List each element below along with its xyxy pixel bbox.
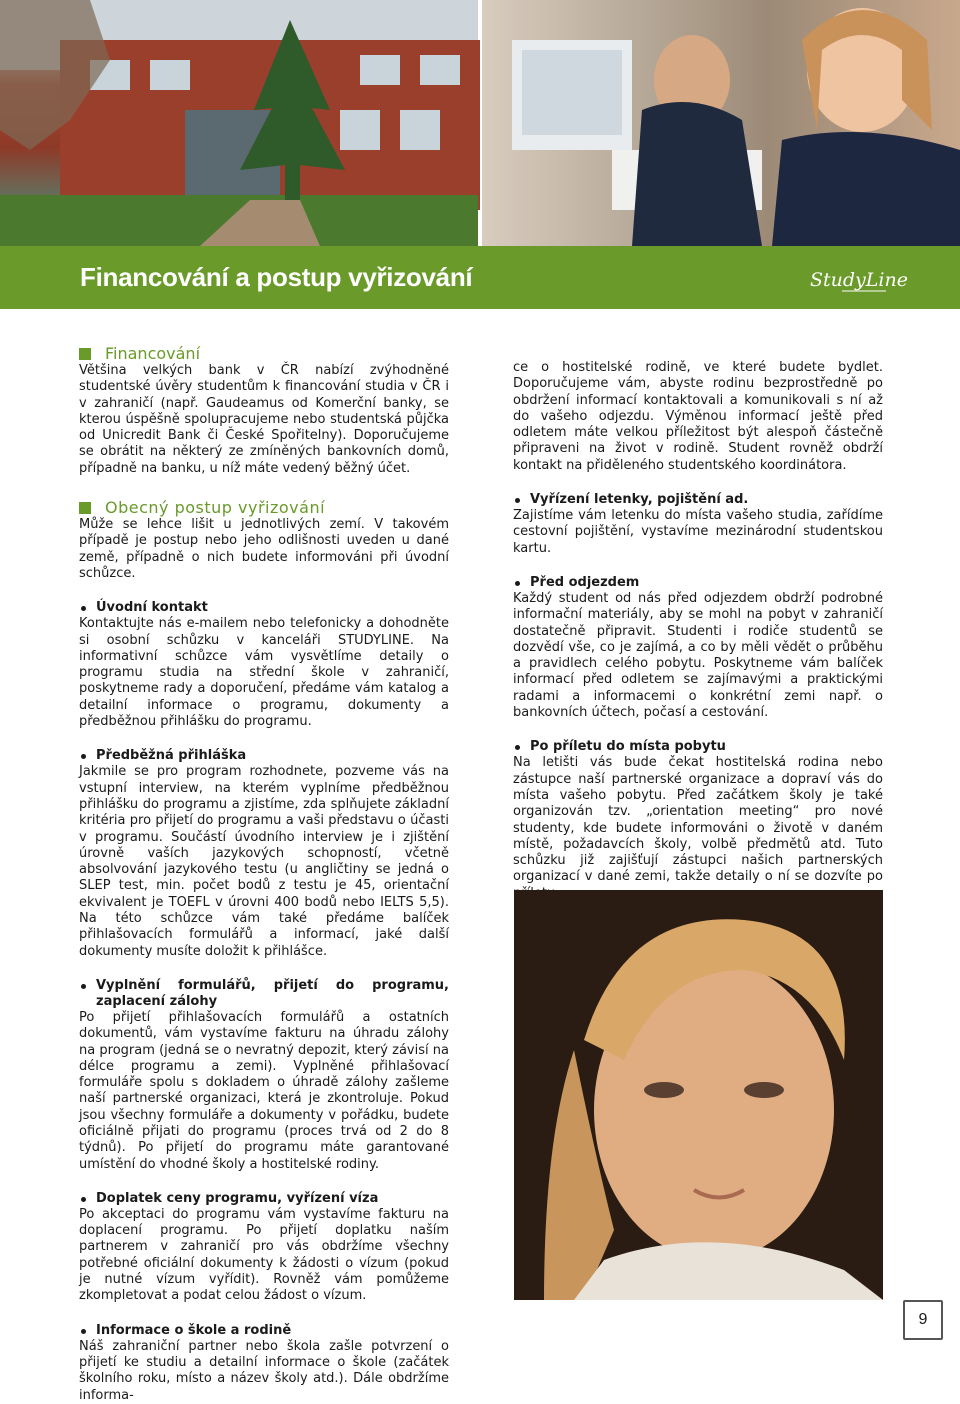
postup-text: Může se lehce lišit u jednotlivých zemí. V takovém případě je postup nebo jeho odlišnosti uveden u dané země, případně o nich budete informováni při úvodní schůzce. (79, 517, 449, 581)
bullet-dot-icon (81, 606, 86, 611)
step-text: Na letišti vás bude čekat hostitelská rodina nebo zástupce naší partnerské organizace a dopraví vás do místa vašeho pobytu. Před začátkem školy je také organizován tzv. „orientation meeting“ pro nové studenty, kde budete informováni o životě v daném místě, požadavcích školy, volbě předmětů atd. Tuto schůzku již zajišťují zástupci našich partnerských organizací v dané zemi, takže detaily o ní se dozvíte po (513, 755, 883, 885)
step-heading: Předběžná přihláška (79, 748, 449, 764)
step-heading: Doplatek ceny programu, vyřízení víza (79, 1191, 449, 1207)
bullet-dot-icon (81, 984, 86, 989)
section-heading-postup: Obecný postup vyřizování (79, 499, 449, 517)
studyline-logo (808, 262, 908, 296)
bullet-dot-icon (81, 1197, 86, 1202)
square-bullet-icon (79, 502, 91, 514)
page-number: 9 (903, 1300, 943, 1340)
step-heading: Před odjezdem (513, 575, 883, 591)
step-text: Jakmile se pro program rozhodnete, pozveme vás na vstupní interview, na kterém vyplníme předběžnou přihlášku do programu a zjistíme, zda splňujete základní kritéria pro přijetí do programu a vaši představu o účasti v programu. Součástí úvodního interview je i zjištění úrovně vaších jazykových schopností, včetně absolvování jazykového testu (u angličtiny se jedná o SLEP test, min. počet bodů z testu je 45, orientační ekvivalent je TOEFL v úrovni 400 bodů nebo IELTS 5,5). Na této schůzce vám také předáme balíček přihlašovacích formulářů a informací, jaké další dokumenty musíte doložit k přihlášce. (79, 764, 449, 959)
bullet-dot-icon (515, 498, 520, 503)
step-text: Po akceptaci do programu vám vystavíme fakturu na doplacení programu. Po přijetí doplatku naším partnerem v zahraničí pro vás obdržíme všechny potřebné oficiální dokumenty k žádosti o vízum (pokud je nutné vízum vyřídit). Rovněž vám pomůžeme zkompletovat a podat celou žádost o vízum. (79, 1206, 449, 1304)
step-text: Každý student od nás před odjezdem obdrží podrobné informační materiály, aby se mohl na pobyt v zahraničí dostatečně připravit. Studenti i rodiče studentů se dozvědí vše, co je zajímá, a co by měli vědět o průběhu a pravidlech celého pobytu. Poskytneme vám balíček informací před odletem se zajímavými a praktickými radami a informacemi o konkrétní zemi např. o bankovních účtech, počasí a cestování. (513, 590, 883, 721)
step-heading: Úvodní kontakt (79, 600, 449, 616)
bullet-dot-icon (515, 745, 520, 750)
svg-text:StudyLine: StudyLine (810, 269, 908, 291)
school-building-photo (0, 0, 478, 246)
financovani-text: Většina velkých bank v ČR nabízí zvýhodněné studentské úvěry studentům k financování studia v ČR i v zahraničí (např. Gaudeamus od Komerční banky, se kterou úspěšně spolupracujeme nebo studentská půjčka od Unicredit Bank či České Spořitelny). Doporučujeme se obrátit na některý ze zmíněných bankovních domů, případně na banku, u níž máte vedený běžný účet. (79, 363, 449, 476)
step-text: Zajistíme vám letenku do místa vašeho studia, zařídíme cestovní pojištění, vystavíme mezinárodní studentskou kartu. (513, 508, 883, 556)
section-heading-financovani: Financování (79, 345, 449, 363)
step-heading: Po příletu do místa pobytu (513, 739, 883, 755)
step-heading: Vyplnění formulářů, přijetí do programu, zaplacení zálohy (79, 978, 449, 1010)
continuation-text: ce o hostitelské rodině, ve které budete bydlet. Doporučujeme vám, abyste rodinu bezprostředně po obdržení informací kontaktovali a komunikovali s ní až do vašeho odjezdu. Výměnou informací ještě před odletem máte velkou příležitost být alespoň částečně připraveni na život v rodině. Student rovněž obdrží kontakt na přiděleného studentského koordinátora. (513, 360, 883, 473)
page-title: Financování a postup vyřizování (80, 262, 473, 292)
step-text: Náš zahraniční partner nebo škola zašle potvrzení o přijetí ke studiu a detailní informace o škole (začátek školního roku, místo a název školy atd.). Dále obdržíme informa- (79, 1338, 449, 1403)
bullet-dot-icon (81, 754, 86, 759)
step-text: Po přijetí přihlašovacích formulářů a ostatních dokumentů, vám vystavíme fakturu na úhradu zálohy na program (jedná se o nevratný depozit, který závisí na délce programu a zemi). Vyplněné přihlašovací formuláře spolu s dokladem o úhradě zálohy zašleme naší partnerské organizaci, která je zkontroluje. Pokud jsou všechny formuláře a dokumenty v pořádku, budete oficiálně přijati do programu (proces trvá od 2 do 8 týdnů). Po přijetí do programu máte garantované umístění do vhodné školy a hostitelské rodiny. (79, 1009, 449, 1172)
left-column (79, 345, 449, 1404)
right-column (513, 360, 883, 902)
student-portrait-photo (514, 890, 883, 1300)
step-text: Kontaktujte nás e-mailem nebo telefonicky a dohodněte si osobní schůzku v kanceláři STUDYLINE. Na informativní schůzce vám vysvětlíme detaily o programu studia na střední škole v zahraničí, poskytneme rady a doporučení, předáme vám katalog a detailní informace o programu, dokumenty a předběžnou přihlášku do programu. (79, 616, 449, 730)
step-heading: Vyřízení letenky, pojištění ad. (513, 492, 883, 508)
step-heading: Informace o škole a rodině (79, 1323, 449, 1339)
square-bullet-icon (79, 348, 91, 360)
bullet-dot-icon (81, 1329, 86, 1334)
bullet-dot-icon (515, 581, 520, 586)
students-at-computers-photo (482, 0, 960, 246)
